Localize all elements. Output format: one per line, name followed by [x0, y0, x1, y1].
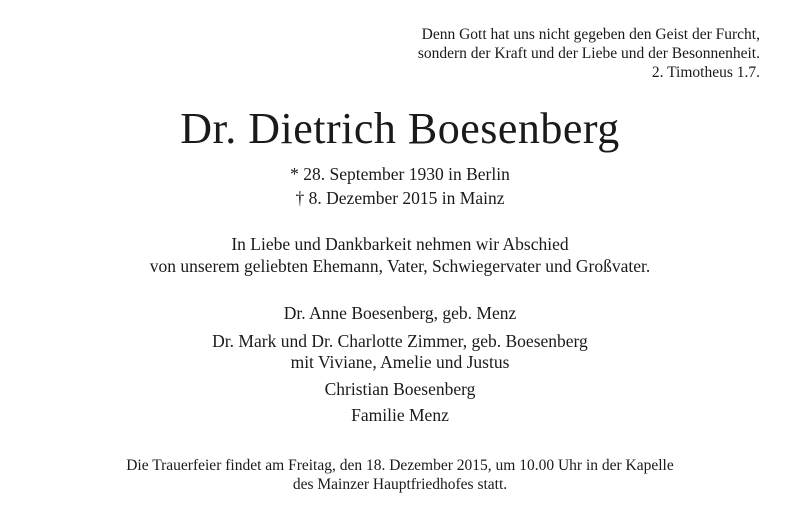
- mourner-grandchildren: mit Viviane, Amelie und Justus: [290, 352, 510, 372]
- service-info-line-2: des Mainzer Hauptfriedhofes statt.: [292, 476, 508, 493]
- bible-verse: [380, 25, 760, 82]
- farewell-line-2: von unserem geliebten Ehemann, Vater, Schwiegervater und Großvater.: [149, 256, 651, 276]
- deceased-name: Dr. Dietrich Boesenberg: [180, 104, 620, 153]
- verse-line-2: sondern der Kraft und der Liebe und der Besonnenheit.: [417, 45, 760, 62]
- mourner-son: Christian Boesenberg: [324, 379, 476, 399]
- birth-date: * 28. September 1930 in Berlin: [290, 164, 510, 184]
- mourner-family-menz: Familie Menz: [351, 405, 449, 425]
- verse-reference: 2. Timotheus 1.7.: [651, 64, 760, 81]
- farewell-line-1: In Liebe und Dankbarkeit nehmen wir Abschied: [231, 234, 569, 254]
- mourner-widow: Dr. Anne Boesenberg, geb. Menz: [283, 303, 517, 323]
- verse-line-1: Denn Gott hat uns nicht gegeben den Geist der Furcht,: [421, 26, 760, 43]
- mourner-daughter-family: Dr. Mark und Dr. Charlotte Zimmer, geb. Boesenberg: [212, 331, 588, 351]
- death-date: † 8. Dezember 2015 in Mainz: [295, 188, 505, 208]
- service-info-line-1: Die Trauerfeier findet am Freitag, den 18. Dezember 2015, um 10.00 Uhr in der Kapelle: [126, 457, 674, 474]
